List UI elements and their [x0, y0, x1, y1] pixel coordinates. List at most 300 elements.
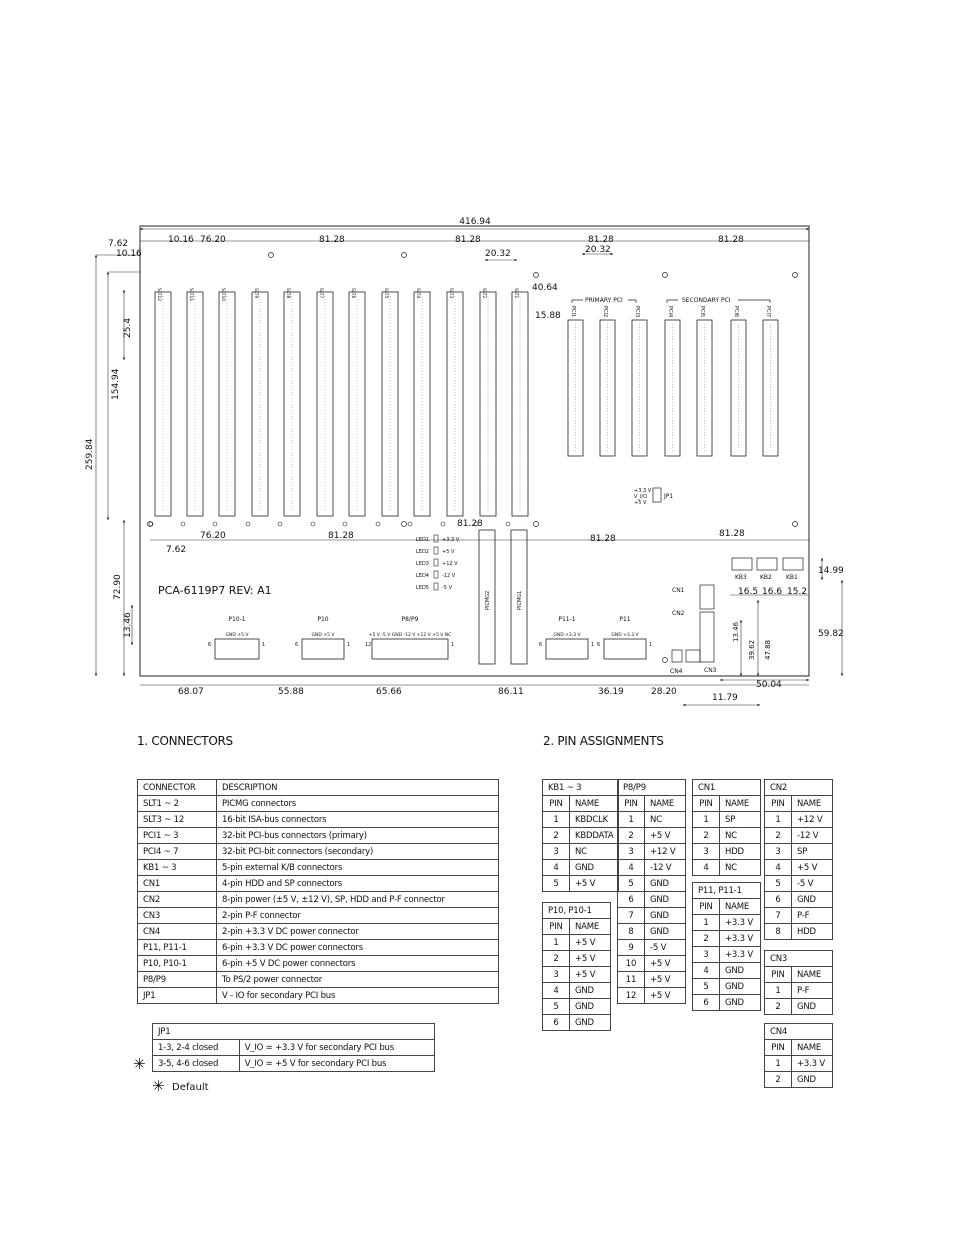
table-row	[138, 844, 499, 860]
column-header: PIN	[543, 919, 570, 935]
svg-text:LED5: LED5	[416, 585, 429, 591]
pin-number: 6	[693, 995, 720, 1011]
connector-name: PCI1 ~ 3	[138, 828, 217, 844]
slot-label: SLT11	[188, 288, 193, 302]
column-header: PIN	[693, 796, 720, 812]
svg-text:+12 V: +12 V	[442, 561, 458, 567]
svg-text:GND +5 V: GND +5 V	[311, 633, 335, 638]
table-row	[543, 983, 611, 999]
column-header: PIN	[618, 796, 645, 812]
isa-slot	[376, 288, 398, 526]
pin-name: +3.3 V	[720, 931, 761, 947]
slot-label: PCI6	[733, 306, 739, 318]
connector-description: 6-pin +3.3 V DC power connectors	[217, 940, 499, 956]
slot-label: PCI7	[765, 306, 771, 318]
connector-name: PCI4 ~ 7	[138, 844, 217, 860]
pin-number: 3	[543, 967, 570, 983]
connector-description: 16-bit ISA-bus connectors	[217, 812, 499, 828]
slot-label: SLT1	[513, 288, 518, 299]
slot-label: SLT10	[220, 288, 225, 302]
table-row	[138, 956, 499, 972]
column-header: NAME	[792, 967, 833, 983]
pin-number: 4	[693, 860, 720, 876]
isa-slot	[181, 288, 203, 526]
pin-name: KBDDATA	[570, 828, 619, 844]
kb-connector	[783, 558, 803, 581]
dim-text: 50.04	[756, 680, 782, 690]
pin-table-title: P11, P11-1	[693, 883, 761, 899]
pin-name: GND	[570, 999, 611, 1015]
connector-name: CN3	[138, 908, 217, 924]
svg-text:12: 12	[365, 642, 372, 648]
pin-number: 8	[765, 924, 792, 940]
svg-text:CN3: CN3	[704, 667, 717, 674]
dim-text: 72.90	[113, 574, 123, 600]
pin-name: -12 V	[645, 860, 686, 876]
table-row	[618, 828, 686, 844]
table-row	[765, 983, 833, 999]
pin-table-title: P10, P10-1	[543, 903, 611, 919]
table-row	[543, 812, 619, 828]
isa-slot	[246, 288, 268, 526]
connector-description: 2-pin P-F connector	[217, 908, 499, 924]
pin-table-title: CN1	[693, 780, 761, 796]
svg-text:PICMG2: PICMG2	[485, 590, 491, 610]
pin-number: 4	[543, 860, 570, 876]
table-row	[765, 876, 833, 892]
connector-name: P10, P10-1	[138, 956, 217, 972]
svg-text:1: 1	[347, 642, 351, 648]
svg-text:LED2: LED2	[416, 549, 429, 555]
pin-name: +12 V	[645, 844, 686, 860]
slot-label: SLT9	[253, 288, 258, 299]
table-row	[765, 812, 833, 828]
table-row	[765, 924, 833, 940]
table-row	[618, 956, 686, 972]
pin-name: GND	[570, 1015, 611, 1031]
power-connector	[597, 616, 652, 659]
dim-text: 259.84	[85, 438, 95, 470]
pin-name: +3.3 V	[720, 915, 761, 931]
pin-number: 3	[543, 844, 570, 860]
slot-label: SLT8	[285, 288, 290, 299]
column-header: NAME	[570, 919, 611, 935]
power-connector	[365, 616, 454, 659]
svg-text:+5 V -5 V GND -12 V +12 V: +5 V -5 V GND -12 V +12 V +5 V NC	[368, 633, 452, 638]
cn1-pin-table	[692, 779, 761, 876]
p11-pin-table	[692, 882, 761, 1011]
pin-number: 1	[543, 812, 570, 828]
connector-name: P8/P9	[138, 972, 217, 988]
slot-label: SLT7	[318, 288, 323, 299]
mounting-hole	[402, 253, 407, 258]
connector-description: 4-pin HDD and SP connectors	[217, 876, 499, 892]
pin-number: 5	[543, 999, 570, 1015]
dim-text: 16.6	[762, 587, 783, 597]
isa-slot	[474, 288, 496, 526]
pin-number: 2	[765, 999, 792, 1015]
svg-text:KB3: KB3	[735, 574, 747, 581]
table-row	[543, 844, 619, 860]
pin-name: HDD	[720, 844, 761, 860]
connector-description: 32-bit PCI-bus connectors (primary)	[217, 828, 499, 844]
pin-name: -5 V	[792, 876, 833, 892]
pin-name: SP	[720, 812, 761, 828]
isa-slot	[278, 288, 300, 526]
table-row	[693, 860, 761, 876]
primary-pci-label: PRIMARY PCI	[585, 297, 623, 304]
pin-number: 1	[543, 935, 570, 951]
mounting-hole	[534, 273, 539, 278]
table-row	[618, 812, 686, 828]
svg-text:6: 6	[597, 642, 601, 648]
default-legend-star-icon: ✳	[152, 1077, 165, 1095]
svg-text:1: 1	[262, 642, 266, 648]
pin-name: -12 V	[792, 828, 833, 844]
pin-number: 3	[765, 844, 792, 860]
column-header: PIN	[765, 796, 792, 812]
table-row	[543, 999, 611, 1015]
table-row	[543, 951, 611, 967]
mounting-hole	[269, 253, 274, 258]
pin-name: GND	[570, 983, 611, 999]
table-row	[693, 979, 761, 995]
pin-name: GND	[792, 999, 833, 1015]
pin-number: 10	[618, 956, 645, 972]
table-row	[765, 1056, 833, 1072]
column-header: PIN	[765, 967, 792, 983]
connector-name: SLT1 ~ 2	[138, 796, 217, 812]
connector-description: V - IO for secondary PCI bus	[217, 988, 499, 1004]
connector-description: 5-pin external K/B connectors	[217, 860, 499, 876]
svg-text:GND +5 V: GND +5 V	[225, 633, 249, 638]
jp1-setting: 3-5, 4-6 closed	[153, 1056, 240, 1072]
pin-name: +12 V	[792, 812, 833, 828]
pin-number: 7	[618, 908, 645, 924]
slot-label: PCI2	[602, 306, 608, 318]
mounting-hole	[793, 273, 798, 278]
svg-text:6: 6	[539, 642, 543, 648]
pin-name: GND	[792, 892, 833, 908]
slot-label: PCI4	[667, 306, 673, 318]
isa-slot	[408, 288, 430, 526]
svg-text:JP1: JP1	[664, 493, 674, 500]
table-row	[618, 892, 686, 908]
connector-description: 32-bit PCI-bit connectors (secondary)	[217, 844, 499, 860]
isa-slot	[506, 288, 528, 526]
table-row	[765, 860, 833, 876]
dim-text: 86.11	[498, 687, 524, 697]
table-row	[765, 999, 833, 1015]
connector-name: P11, P11-1	[138, 940, 217, 956]
pin-name: GND	[720, 963, 761, 979]
led	[416, 583, 453, 591]
table-row	[138, 972, 499, 988]
table-row	[765, 828, 833, 844]
pin-number: 9	[618, 940, 645, 956]
default-legend-label: Default	[172, 1082, 209, 1093]
svg-text:1: 1	[649, 642, 653, 648]
slot-label: PCI1	[570, 306, 576, 318]
power-connector	[208, 616, 265, 659]
pin-name: NC	[645, 812, 686, 828]
pin-number: 2	[765, 1072, 792, 1088]
pin-number: 12	[618, 988, 645, 1004]
pin-number: 2	[618, 828, 645, 844]
pin-name: +5 V	[645, 956, 686, 972]
svg-text:P11-1: P11-1	[558, 616, 576, 623]
svg-text:1: 1	[591, 642, 595, 648]
table-row	[693, 931, 761, 947]
dim-text: 81.28	[718, 235, 744, 245]
slot-label: SLT12	[156, 288, 161, 302]
dim-text: 76.20	[200, 531, 226, 541]
pin-number: 11	[618, 972, 645, 988]
connector-description: 8-pin power (±5 V, ±12 V), SP, HDD and P-F connector	[217, 892, 499, 908]
pin-number: 4	[618, 860, 645, 876]
connector-name: CN4	[138, 924, 217, 940]
slot-label: SLT2	[481, 288, 486, 299]
table-header-row	[138, 780, 499, 796]
table-row	[618, 940, 686, 956]
table-row	[618, 876, 686, 892]
dim-text: 36.19	[598, 687, 624, 697]
column-header: PIN	[765, 1040, 792, 1056]
pin-number: 3	[693, 844, 720, 860]
svg-text:6: 6	[295, 642, 299, 648]
table-row	[138, 908, 499, 924]
dim-text: 13.46	[123, 612, 133, 638]
isa-slot	[343, 288, 365, 526]
svg-text:-12 V: -12 V	[442, 573, 456, 579]
table-row	[618, 924, 686, 940]
pin-number: 4	[765, 860, 792, 876]
table-row	[138, 988, 499, 1004]
table-row	[543, 860, 619, 876]
pin-name: GND	[720, 979, 761, 995]
svg-text:GND +3.3 V: GND +3.3 V	[611, 633, 639, 638]
p10-pin-table	[542, 902, 611, 1031]
pin-number: 5	[543, 876, 570, 892]
pin-table-title: CN2	[765, 780, 833, 796]
svg-text:1: 1	[451, 642, 455, 648]
pin-name: GND	[645, 908, 686, 924]
power-connector	[295, 616, 350, 659]
connector-description: 6-pin +5 V DC power connectors	[217, 956, 499, 972]
pin-number: 1	[693, 915, 720, 931]
board-model-label: PCA-6119P7 REV: A1	[158, 584, 272, 597]
pin-number: 3	[618, 844, 645, 860]
pin-name: GND	[645, 892, 686, 908]
svg-text:P10-1: P10-1	[228, 616, 246, 623]
svg-text:CN2: CN2	[672, 610, 685, 617]
table-row	[138, 860, 499, 876]
pin-number: 5	[693, 979, 720, 995]
pin-name: +3.3 V	[720, 947, 761, 963]
cn-connectors	[670, 585, 717, 675]
jp1-table	[152, 1023, 435, 1072]
column-header: CONNECTOR	[138, 780, 217, 796]
pin-name: GND	[570, 860, 619, 876]
table-row	[138, 828, 499, 844]
pin-name: +5 V	[570, 951, 611, 967]
pci-slot	[600, 306, 615, 456]
dim-text: 25.4	[123, 317, 133, 338]
isa-slot	[441, 288, 463, 526]
column-header: NAME	[792, 796, 833, 812]
dim-text: 11.79	[712, 693, 738, 703]
pci-slot	[731, 306, 746, 456]
dim-text: 81.28	[457, 519, 483, 529]
pin-number: 3	[693, 947, 720, 963]
pci-slot	[632, 306, 647, 456]
svg-text:P10: P10	[317, 616, 329, 623]
dim-text: 13.46	[732, 621, 740, 642]
column-header: DESCRIPTION	[217, 780, 499, 796]
pin-name: GND	[645, 924, 686, 940]
svg-text:V_I/O: V_I/O	[634, 494, 648, 500]
cn2-pin-table	[764, 779, 833, 940]
p8-p9-pin-table	[617, 779, 686, 1004]
pin-number: 5	[618, 876, 645, 892]
pin-number: 6	[765, 892, 792, 908]
column-header: NAME	[792, 1040, 833, 1056]
secondary-pci-label: SECONDARY PCI	[682, 297, 731, 304]
power-connector	[539, 616, 594, 659]
slot-label: SLT5	[383, 288, 388, 299]
pin-number: 2	[693, 828, 720, 844]
pci-slot	[763, 306, 778, 456]
pin-name: NC	[720, 860, 761, 876]
table-row	[543, 967, 611, 983]
svg-text:-5 V: -5 V	[442, 585, 452, 591]
svg-text:CN1: CN1	[672, 587, 685, 594]
connectors-section-title: 1. CONNECTORS	[137, 734, 233, 748]
pin-name: KBDCLK	[570, 812, 619, 828]
column-header: NAME	[645, 796, 686, 812]
mounting-hole	[402, 522, 407, 527]
pin-table-title: P8/P9	[618, 780, 686, 796]
pin-name: +3.3 V	[792, 1056, 833, 1072]
pin-number: 7	[765, 908, 792, 924]
table-row	[138, 876, 499, 892]
table-row	[543, 1015, 611, 1031]
pin-name: P-F	[792, 908, 833, 924]
slot-label: PCI5	[699, 306, 705, 318]
dim-text: 81.28	[328, 531, 354, 541]
dim-text: 39.62	[748, 639, 756, 660]
pin-number: 1	[618, 812, 645, 828]
board-outline	[140, 226, 809, 676]
dim-text: 10.16	[168, 235, 194, 245]
dim-text: 76.20	[200, 235, 226, 245]
pin-table-title: CN3	[765, 951, 833, 967]
led	[416, 559, 458, 567]
table-row	[693, 995, 761, 1011]
connector-description: To PS/2 power connector	[217, 972, 499, 988]
dim-text: 81.28	[590, 534, 616, 544]
table-row	[138, 892, 499, 908]
table-row	[618, 844, 686, 860]
dim-text: 59.82	[818, 629, 844, 639]
pin-name: GND	[645, 876, 686, 892]
jp1-description: V_IO = +5 V for secondary PCI bus	[239, 1056, 434, 1072]
svg-text:GND +3.3 V: GND +3.3 V	[553, 633, 581, 638]
table-row	[765, 1072, 833, 1088]
pci-slot	[697, 306, 712, 456]
dim-text: 15.88	[535, 311, 561, 321]
mounting-hole	[793, 522, 798, 527]
pin-number: 1	[693, 812, 720, 828]
connector-name: KB1 ~ 3	[138, 860, 217, 876]
pin-number: 2	[693, 931, 720, 947]
kb-connector	[732, 558, 752, 581]
column-header: PIN	[693, 899, 720, 915]
table-row	[693, 963, 761, 979]
connector-description: PICMG connectors	[217, 796, 499, 812]
dim-text: 81.28	[455, 235, 481, 245]
pin-name: +5 V	[792, 860, 833, 876]
table-row	[138, 924, 499, 940]
pin-number: 2	[765, 828, 792, 844]
column-header: NAME	[720, 899, 761, 915]
dim-text: 68.07	[178, 687, 204, 697]
table-row	[543, 876, 619, 892]
mounting-hole	[663, 658, 668, 663]
dim-text: 7.62	[108, 239, 129, 249]
pin-number: 5	[765, 876, 792, 892]
slot-label: SLT4	[415, 288, 420, 299]
pci-slot	[568, 306, 583, 456]
jp1-table-title: JP1	[153, 1024, 435, 1040]
jp1-jumper	[634, 488, 673, 506]
slot-label: PCI3	[634, 306, 640, 318]
dim-text: 10.16	[116, 249, 142, 259]
svg-text:+5 V: +5 V	[442, 549, 455, 555]
led	[416, 571, 456, 579]
pin-name: HDD	[792, 924, 833, 940]
pin-number: 1	[765, 983, 792, 999]
svg-text:P8/P9: P8/P9	[401, 616, 419, 623]
table-row	[543, 828, 619, 844]
pin-number: 2	[543, 828, 570, 844]
mounting-hole	[663, 273, 668, 278]
connector-name: CN2	[138, 892, 217, 908]
pin-table-title: CN4	[765, 1024, 833, 1040]
pin-table-title: KB1 ~ 3	[543, 780, 619, 796]
pin-name: P-F	[792, 983, 833, 999]
pin-name: +5 V	[645, 828, 686, 844]
svg-text:KB1: KB1	[786, 574, 798, 581]
connector-name: SLT3 ~ 12	[138, 812, 217, 828]
kb-connector	[757, 558, 777, 581]
dim-text: 14.99	[818, 566, 844, 576]
pin-name: SP	[792, 844, 833, 860]
column-header: NAME	[570, 796, 619, 812]
pin-name: GND	[720, 995, 761, 1011]
table-row	[618, 908, 686, 924]
table-row	[153, 1040, 435, 1056]
svg-text:+3.3 V: +3.3 V	[442, 537, 460, 543]
jp1-description: V_IO = +3.3 V for secondary PCI bus	[239, 1040, 434, 1056]
kb-pin-table	[542, 779, 619, 892]
cn4-pin-table	[764, 1023, 833, 1088]
slot-label: SLT6	[350, 288, 355, 299]
pin-name: +5 V	[570, 935, 611, 951]
led	[416, 547, 455, 555]
isa-slot	[213, 288, 235, 526]
pin-name: -5 V	[645, 940, 686, 956]
